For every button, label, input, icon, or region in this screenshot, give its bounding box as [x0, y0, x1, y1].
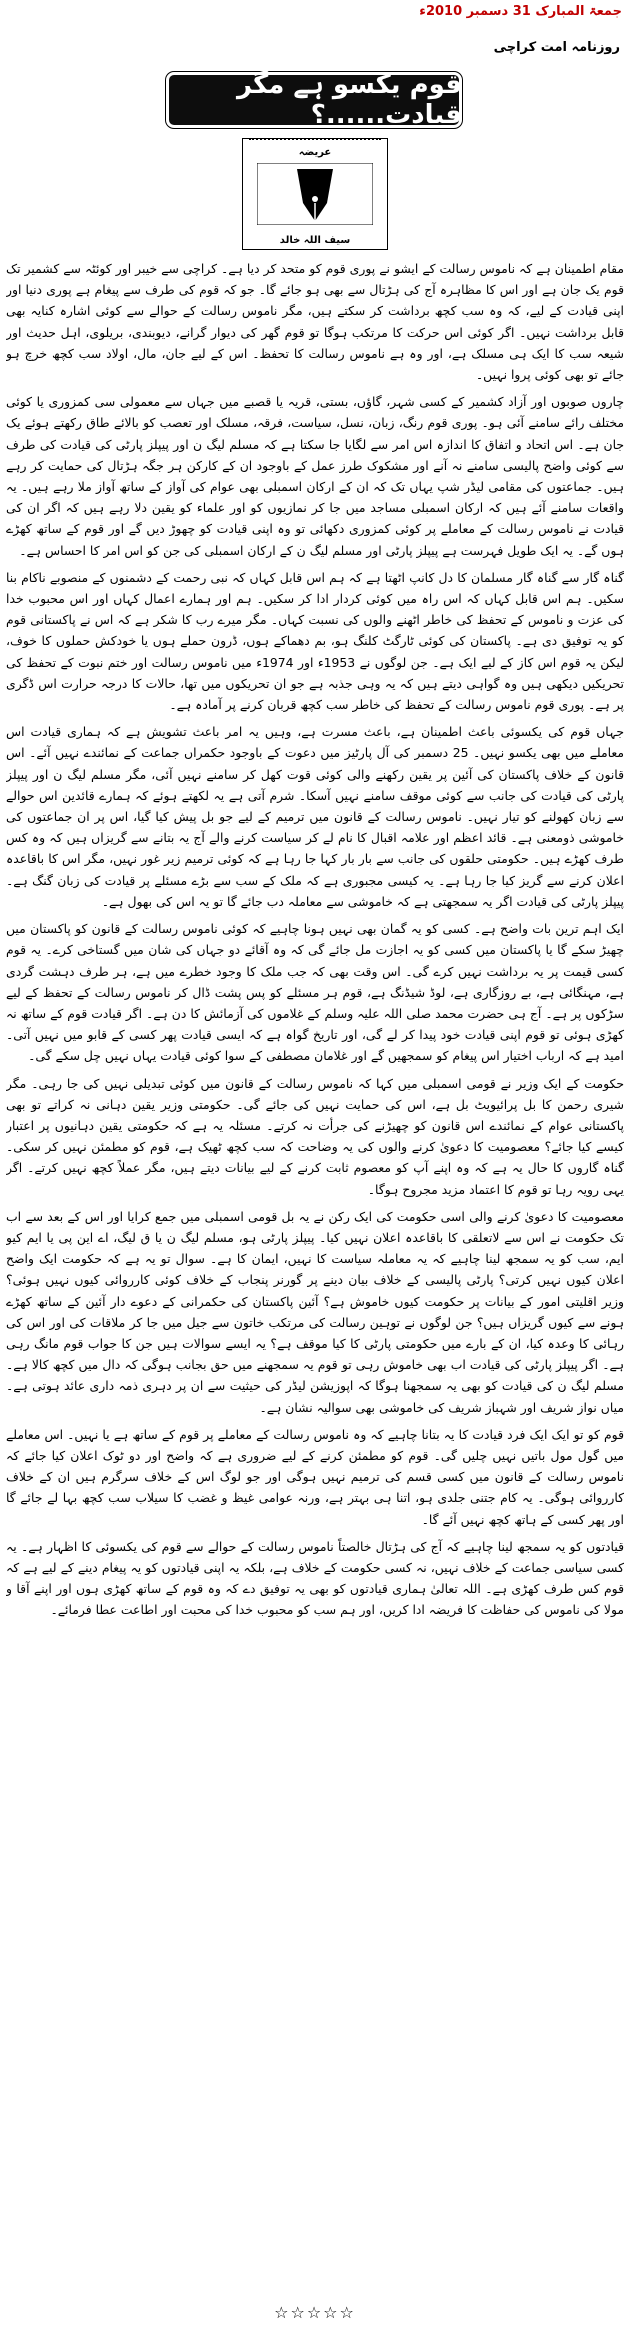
publication-date: جمعۃ المبارک 31 دسمبر 2010ء [419, 4, 622, 19]
column-logo [242, 138, 388, 250]
column-author: سیف اللہ خالد [279, 235, 351, 246]
column-label: عریضہ [298, 147, 332, 158]
article-paragraph: قوم کو تو ایک ایک فرد قیادت کا یہ بتانا چاہیے کہ وہ ناموس رسالت کے معاملے پر قوم کے ساتھ ہے یا نہیں۔ اس معاملے میں گول مول باتیں نہیں چلیں گی۔ قوم کو مطمئن کرنے کے لیے ضروری ہے کہ واضح اور دو ٹوک اعلان کیا جائے کہ ناموس رسالت کے قانون میں کسی قسم کی ترمیم نہیں ہوگی اور جو لوگ اس کے خلاف سرگرم ہیں ان کے خلاف کارروائی ہوگی۔ یہ کام جتنی جلدی ہو، اتنا ہی بہتر ہے، ورنہ عوامی غیظ و غضب کا سیلاب سب کچھ بہا لے جائے گا اور پھر کسی کے ہاتھ کچھ نہیں آئے گا۔ [6, 1426, 624, 1527]
article-paragraph: جہاں قوم کی یکسوئی باعث اطمینان ہے، باعث مسرت ہے، وہیں یہ امر باعث تشویش ہے کہ ہماری قیادت اس معاملے میں بھی یکسو نہیں۔ 25 دسمبر کی آل پارٹیز میں دعوت کے باوجود حکمراں جماعت کے نمائندے نہیں آئے۔ اس قانون کے خلاف پاکستان کی آئین پر یقین رکھنے والی کوئی قوت کھل کر سامنے نہیں آئی، مگر مسلم لیگ ن اور پیپلز پارٹی کی قیادت کی جانب سے کوئی موقف سامنے نہیں آسکا۔ شرم آتی ہے یہ لکھتے ہوئے کہ ہمارے قائدین اس حوالے سے زبان کھولنے کو تیار نہیں۔ ناموس رسالت کے قانون میں ترمیم کے لیے جو بل پیش کیا گیا، اس پر ان جماعتوں کی خاموشی ذومعنی ہے۔ قائد اعظم اور علامہ اقبال کا نام لے کر سیاست کرنے والے آج یہ بتانے سے گریزاں ہیں کہ وہ کس طرف کھڑے ہیں۔ حکومتی حلقوں کی جانب سے بار بار کہا جا رہا ہے کہ کوئی ترمیم زیر غور نہیں، مگر اس کا باقاعدہ اعلان کرنے سے گریز کیا جا رہا ہے۔ یہ کیسی مجبوری ہے کہ ملک کے سب سے بڑے مسئلے پر قیادت کی زبان گنگ ہے۔ پیپلز پارٹی کی قیادت اگر یہ سمجھتی ہے کہ خاموشی سے معاملہ دب جائے گا تو یہ اس کی بھول ہے۔ [6, 724, 624, 909]
newspaper-source: روزنامہ امت کراچی [493, 40, 620, 55]
article-paragraph: ایک اہم ترین بات واضح ہے۔ کسی کو یہ گمان بھی نہیں ہونا چاہیے کہ کوئی ناموس رسالت کے قانون کو پاکستان میں چھیڑ سکے گا یا پاکستان میں کسی کو یہ اجازت مل جائے گی کہ وہ آقائے دو جہاں کی شان میں گستاخی کرے۔ یہ قوم کسی قیمت پر یہ برداشت نہیں کرے گی۔ اس وقت بھی کہ جب ملک کا وجود خطرے میں ہے، ہر طرف دہشت گردی ہے، مہنگائی ہے، بے روزگاری ہے، لوڈ شیڈنگ ہے، قوم ہر مسئلے کو پس پشت ڈال کر ناموس رسالت کے تحفظ کے لیے سڑکوں پر ہے۔ آج ہی حضرت محمد صلی اللہ علیہ وسلم کے غلاموں کی آزمائش کا دن ہے۔ اگر قیادت قوم کے ساتھ نہ کھڑی ہوئی تو قوم اپنی قیادت خود پیدا کر لے گی، اور تاریخ گواہ ہے کہ ایسی قیادت پھر کسی کے قابو میں نہیں آتی۔ امید ہے کہ ارباب اختیار اس پیغام کو سمجھیں گے اور غلامان مصطفی کے سوا کوئی قیادت یہاں نہیں چل سکے گی۔ [6, 921, 624, 1064]
article-paragraph: قیادتوں کو یہ سمجھ لینا چاہیے کہ آج کی ہڑتال خالصتاً ناموس رسالت کے حوالے سے قوم کی یکسوئی کا اظہار ہے۔ یہ کسی سیاسی جماعت کے خلاف نہیں، نہ کسی حکومت کے خلاف ہے، بلکہ یہ اپنی قیادتوں کو یہ پیغام دینے کے لیے ہے کہ قوم کس طرف کھڑی ہے۔ اللہ تعالیٰ ہماری قیادتوں کو بھی یہ توفیق دے کہ وہ قوم کے ساتھ کھڑی ہوں اور اپنے آقا و مولا کی ناموس کی حفاظت کا فریضہ ادا کریں، اور ہم سب کو محبوب خدا کی محبت اور اطاعت عطا فرمائے۔ [6, 1538, 624, 1618]
article-paragraph: معصومیت کا دعویٰ کرنے والی اسی حکومت کی ایک رکن نے یہ بل قومی اسمبلی میں جمع کرایا اور اس کے بعد سے اب تک حکومت نے اس سے لاتعلقی کا باقاعدہ اعلان نہیں کیا۔ پیپلز پارٹی ہو، مسلم لیگ ن یا ق لیگ، اے این پی یا ایم کیو ایم، سب کو یہ سمجھ لینا چاہیے کہ یہ معاملہ سیاست کا نہیں، ایمان کا ہے۔ سوال تو یہ ہے کہ حکومت ایک واضح اعلان کیوں نہیں کرتی؟ پارٹی پالیسی کے خلاف بیان دینے پر گورنر پنجاب کے خلاف کوئی کارروائی کیوں نہیں ہوئی؟ وزیر اقلیتی امور کے بیانات پر حکومت کیوں خاموش ہے؟ آئین پاکستان کی حکمرانی کے دعوے دار آئین کے ساتھ کھڑے ہونے سے کیوں گریزاں ہیں؟ جن لوگوں نے توہین رسالت کی مرتکب خاتون سے جیل میں جا کر ملاقات کی اور اس کی رہائی کا وعدہ کیا، ان کے بارے میں حکومتی پارٹی کا کیا موقف ہے؟ یہ ایسے سوالات ہیں جن کا جواب قوم مانگ رہی ہے۔ اگر پیپلز پارٹی کی قیادت اب بھی خاموش رہی تو قوم یہ سمجھنے میں حق بجانب ہوگی کہ دال میں کچھ کالا ہے۔ مسلم لیگ ن کی قیادت کو بھی یہ سمجھنا ہوگا کہ اپوزیشن لیڈر کی حیثیت سے ان پر دہری ذمہ داری عائد ہوتی ہے۔ میاں نواز شریف اور شہباز شریف کی خاموشی بھی سوالیہ نشان ہے۔ [6, 1208, 624, 1415]
fountain-pen-icon [257, 163, 373, 225]
article-paragraph: گناہ گار سے گناہ گار مسلمان کا دل کانپ اٹھتا ہے کہ ہم اس قابل کہاں کہ نبی رحمت کے دشمنوں کے منصوبے ناکام بنا سکیں۔ ہم اس قابل کہاں کہ اس راہ میں کوئی کردار ادا کر سکیں۔ ہم اور ہمارے اعمال کہاں اور اس محبوب خدا کی عزت و ناموس کے تحفظ کی خاطر اٹھنے والوں کی نسبت کہاں۔ مگر میرے رب کا شکر ہے کہ اس نے پاکستانی قوم کو یہ توفیق دی ہے۔ پاکستان کی کوئی ٹارگٹ کلنگ ہو، بم دھماکے ہوں، ڈرون حملے ہوں یا خودکش حملوں کا خوف، لیکن یہ قوم اس کاز کے لیے ایک ہے۔ جن لوگوں نے 1953ء اور 1974ء میں ناموس رسالت اور ختم نبوت کے تحفظ کی تحریکیں دیکھی ہیں وہ گواہی دیتے ہیں کہ یہ وہی جذبہ ہے جو ان تحریکوں میں تھا، حالات کا درجہ حرارت اس ڈگری پر ہے۔ پوری قوم ناموس رسالت کے تحفظ کی خاطر سب کچھ قربان کرنے پر آمادہ ہے۔ [6, 569, 624, 713]
article-paragraph: حکومت کے ایک وزیر نے قومی اسمبلی میں کہا کہ ناموس رسالت کے قانون میں کوئی تبدیلی نہیں کی جا رہی۔ مگر شیری رحمن کا بل پرائیویٹ بل ہے، اس کی حمایت نہیں کی جائے گی۔ حکومتی وزیر یقین دہانی نہ کراتے تو بھی پاکستانی عوام کے نمائندے اس قانون کو چھیڑنے کی جرأت نہ کرتے۔ مسئلہ یہ ہے کہ حکومتی یقین دہانیوں پر اعتبار کیسے کیا جائے؟ معصومیت کا دعویٰ کرنے والوں کی یہ وضاحت کہ سب کچھ ٹھیک ہے، قوم کو مطمئن نہیں کر سکی۔ گناہ گاروں کا حال یہ ہے کہ وہ اپنے آپ کو معصوم ثابت کرنے کے لیے بیانات دیتے ہیں، مگر عملاً کچھ نہیں کرتے۔ اگر یہی رویہ رہا تو قوم کا اعتماد مزید مجروح ہوگا۔ [6, 1075, 624, 1197]
headline-banner [166, 72, 462, 128]
headline: قوم یکسو ہے مگر قیادت......؟ [236, 70, 462, 130]
article-paragraph: چاروں صوبوں اور آزاد کشمیر کے کسی شہر، گاؤں، بستی، قریہ یا قصبے میں جہاں سے معمولی سی کمزوری یا کوئی مختلف رائے سامنے آئی ہو۔ پوری قوم رنگ، زبان، نسل، سیاست، فرقہ، مسلک اور تعصب کو بالائے طاق رکھتے ہوئے یک جان ہے۔ اس اتحاد و اتفاق کا اندازہ اس امر سے لگایا جا سکتا ہے کہ مسلم لیگ ن اور پیپلز پارٹی کی قیادت کی طرف سے کوئی واضح پالیسی سامنے نہ آنے اور مشکوک طرز عمل کے باوجود ان کے کارکن ہر جگہ ہڑتال کی حمایت کر رہے ہیں۔ جماعتوں کی مقامی لیڈر شپ یہاں تک کہ ان کے ارکان اسمبلی بھی عوام کی آواز کے ساتھ آواز ملا رہے ہیں۔ یہ واقعات سامنے آئے ہیں کہ ارکان اسمبلی مساجد میں جا کر نمازیوں کو اور علماء کو یقین دلا رہے ہیں کہ اگر ان کی قیادت نے ناموس رسالت کے معاملے پر کوئی کمزوری دکھائی تو وہ اپنی قیادت کو چھوڑ دیں گے اور قوم کے ساتھ کھڑے ہوں گے۔ یہ ایک طویل فہرست ہے پیپلز پارٹی اور مسلم لیگ ن کے ارکان اسمبلی کی جن کو اس امر کا احساس ہے۔ [6, 394, 624, 558]
end-of-article-stars: ☆☆☆☆☆ [274, 2303, 356, 2322]
article-body [6, 258, 624, 2293]
article-paragraph: مقام اطمینان ہے کہ ناموس رسالت کے ایشو نے پوری قوم کو متحد کر دیا ہے۔ کراچی سے خیبر اور کوئٹہ سے کشمیر تک قوم یک جان ہے اور اس کا مظاہرہ آج کی ہڑتال سے بھی ہو جائے گا۔ جو کہ قوم کی طرف سے پیغام ہے پوری دنیا اور اپنی قیادت کے لیے، کہ وہ سب کچھ برداشت کر سکتے ہیں، مگر ناموس رسالت کے حوالے سے کوئی اشارہ کنایہ بھی قابل برداشت نہیں۔ اگر کوئی اس حرکت کا مرتکب ہوگا تو قوم گھر کی دیوار گرانے، دیوبندی، بریلوی، اہل حدیث اور شیعہ سب کا ایک ہی مسلک ہے، اور وہ ہے ناموس رسالت کا تحفظ۔ اس کے لیے جان، مال، اولاد سب کچھ خرچ ہو جائے تو بھی کوئی پروا نہیں۔ [6, 261, 624, 383]
